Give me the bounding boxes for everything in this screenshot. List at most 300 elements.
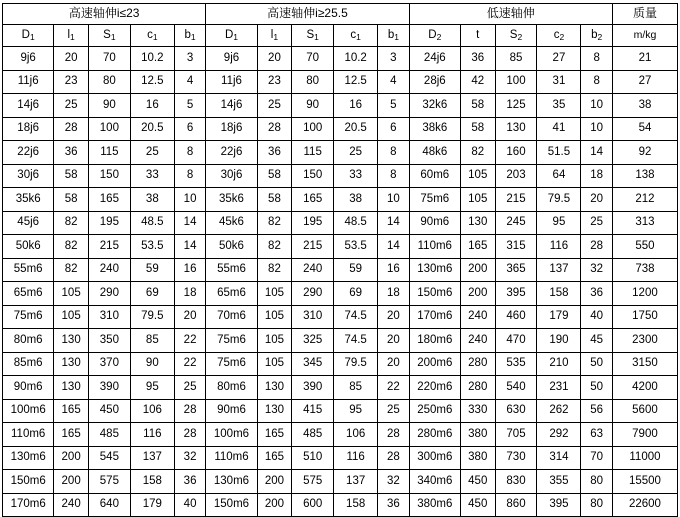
cell-r2-c10: 32k6: [409, 94, 460, 118]
cell-r12-c0: 80m6: [3, 329, 54, 353]
cell-r12-c12: 470: [495, 329, 537, 353]
cell-r13-c4: 22: [174, 352, 205, 376]
cell-r12-c10: 180m6: [409, 329, 460, 353]
cell-r0-c9: 3: [378, 47, 409, 71]
column-header-12: $S_2$: [495, 25, 537, 47]
table-row: [3, 235, 678, 259]
cell-r3-c2: 100: [88, 117, 130, 141]
cell-r12-c15: 2300: [612, 329, 677, 353]
cell-r10-c14: 36: [581, 282, 612, 306]
column-header-0: $D_1$: [3, 25, 54, 47]
cell-r8-c13: 116: [537, 235, 581, 259]
cell-r9-c10: 130m6: [409, 258, 460, 282]
cell-r9-c12: 365: [495, 258, 537, 282]
cell-r10-c2: 290: [88, 282, 130, 306]
cell-r13-c0: 85m6: [3, 352, 54, 376]
cell-r3-c8: 20.5: [334, 117, 378, 141]
cell-r5-c7: 150: [292, 164, 334, 188]
cell-r1-c12: 100: [495, 70, 537, 94]
cell-r2-c0: 14j6: [3, 94, 54, 118]
cell-r5-c11: 105: [460, 164, 495, 188]
cell-r2-c14: 10: [581, 94, 612, 118]
cell-r17-c14: 70: [581, 446, 612, 470]
table-body: [3, 47, 678, 517]
cell-r7-c10: 90m6: [409, 211, 460, 235]
cell-r7-c9: 14: [378, 211, 409, 235]
cell-r10-c3: 69: [130, 282, 174, 306]
cell-r10-c1: 105: [54, 282, 89, 306]
column-header-subscript: 1: [394, 31, 399, 42]
cell-r2-c7: 90: [292, 94, 334, 118]
cell-r13-c1: 130: [54, 352, 89, 376]
cell-r15-c7: 415: [292, 399, 334, 423]
cell-r0-c3: 10.2: [130, 47, 174, 71]
cell-r18-c14: 80: [581, 470, 612, 494]
cell-r12-c3: 85: [130, 329, 174, 353]
cell-r10-c0: 65m6: [3, 282, 54, 306]
column-header-subscript: 2: [597, 31, 603, 42]
cell-r0-c1: 20: [54, 47, 89, 71]
cell-r8-c15: 550: [612, 235, 677, 259]
cell-r6-c9: 10: [378, 188, 409, 212]
cell-r17-c7: 510: [292, 446, 334, 470]
cell-r2-c2: 90: [88, 94, 130, 118]
cell-r1-c15: 27: [612, 70, 677, 94]
cell-r16-c14: 63: [581, 423, 612, 447]
cell-r17-c15: 11000: [612, 446, 677, 470]
cell-r8-c0: 50k6: [3, 235, 54, 259]
cell-r16-c12: 705: [495, 423, 537, 447]
column-header-subscript: 1: [356, 31, 361, 42]
cell-r4-c9: 8: [378, 141, 409, 165]
cell-r2-c11: 58: [460, 94, 495, 118]
cell-r6-c11: 105: [460, 188, 495, 212]
cell-r0-c0: 9j6: [3, 47, 54, 71]
cell-r15-c6: 130: [257, 399, 292, 423]
cell-r11-c14: 40: [581, 305, 612, 329]
column-header-row: [3, 25, 678, 47]
cell-r6-c7: 165: [292, 188, 334, 212]
cell-r11-c11: 240: [460, 305, 495, 329]
cell-r15-c4: 28: [174, 399, 205, 423]
column-header-7: $S_1$: [292, 25, 334, 47]
cell-r1-c11: 42: [460, 70, 495, 94]
cell-r7-c14: 25: [581, 211, 612, 235]
cell-r2-c5: 14j6: [206, 94, 257, 118]
cell-r8-c12: 315: [495, 235, 537, 259]
cell-r12-c6: 105: [257, 329, 292, 353]
cell-r14-c7: 390: [292, 376, 334, 400]
cell-r3-c6: 28: [257, 117, 292, 141]
column-header-subscript: 2: [436, 31, 442, 42]
column-header-subscript: 1: [29, 31, 35, 42]
cell-r8-c4: 14: [174, 235, 205, 259]
cell-r1-c1: 23: [54, 70, 89, 94]
cell-r11-c8: 74.5: [334, 305, 378, 329]
cell-r11-c5: 70m6: [206, 305, 257, 329]
table-row: [3, 329, 678, 353]
table-row: [3, 423, 678, 447]
column-header-8: $c_1$: [334, 25, 378, 47]
cell-r8-c6: 82: [257, 235, 292, 259]
cell-r19-c11: 450: [460, 493, 495, 517]
cell-r2-c13: 35: [537, 94, 581, 118]
table-row: [3, 70, 678, 94]
cell-r19-c13: 395: [537, 493, 581, 517]
column-header-3: $c_1$: [130, 25, 174, 47]
cell-r9-c3: 59: [130, 258, 174, 282]
cell-r13-c11: 280: [460, 352, 495, 376]
cell-r17-c2: 545: [88, 446, 130, 470]
cell-r15-c9: 25: [378, 399, 409, 423]
cell-r19-c12: 860: [495, 493, 537, 517]
cell-r15-c0: 100m6: [3, 399, 54, 423]
column-header-subscript: 1: [152, 31, 158, 42]
cell-r0-c5: 9j6: [206, 47, 257, 71]
cell-r16-c1: 165: [54, 423, 89, 447]
cell-r9-c5: 55m6: [206, 258, 257, 282]
column-header-14: $b_2$: [581, 25, 612, 47]
cell-r19-c10: 380m6: [409, 493, 460, 517]
cell-r12-c13: 190: [537, 329, 581, 353]
cell-r2-c12: 125: [495, 94, 537, 118]
cell-r1-c10: 28j6: [409, 70, 460, 94]
cell-r17-c6: 165: [257, 446, 292, 470]
cell-r16-c9: 28: [378, 423, 409, 447]
cell-r11-c4: 20: [174, 305, 205, 329]
cell-r16-c6: 165: [257, 423, 292, 447]
cell-r7-c5: 45k6: [206, 211, 257, 235]
cell-r3-c0: 18j6: [3, 117, 54, 141]
cell-r18-c8: 137: [334, 470, 378, 494]
cell-r6-c12: 215: [495, 188, 537, 212]
cell-r14-c15: 4200: [612, 376, 677, 400]
cell-r15-c14: 56: [581, 399, 612, 423]
cell-r18-c15: 15500: [612, 470, 677, 494]
cell-r18-c1: 200: [54, 470, 89, 494]
cell-r10-c5: 65m6: [206, 282, 257, 306]
cell-r13-c3: 90: [130, 352, 174, 376]
cell-r9-c13: 137: [537, 258, 581, 282]
cell-r14-c0: 90m6: [3, 376, 54, 400]
cell-r1-c7: 80: [292, 70, 334, 94]
cell-r7-c11: 130: [460, 211, 495, 235]
cell-r9-c15: 738: [612, 258, 677, 282]
cell-r14-c8: 85: [334, 376, 378, 400]
cell-r9-c7: 240: [292, 258, 334, 282]
cell-r8-c8: 53.5: [334, 235, 378, 259]
cell-r17-c12: 730: [495, 446, 537, 470]
column-header-9: $b_1$: [378, 25, 409, 47]
cell-r7-c12: 245: [495, 211, 537, 235]
cell-r13-c5: 75m6: [206, 352, 257, 376]
cell-r15-c3: 106: [130, 399, 174, 423]
cell-r13-c15: 3150: [612, 352, 677, 376]
cell-r19-c7: 600: [292, 493, 334, 517]
cell-r7-c7: 195: [292, 211, 334, 235]
cell-r9-c4: 16: [174, 258, 205, 282]
cell-r0-c7: 70: [292, 47, 334, 71]
cell-r17-c9: 28: [378, 446, 409, 470]
cell-r15-c2: 450: [88, 399, 130, 423]
cell-r9-c6: 82: [257, 258, 292, 282]
cell-r5-c14: 18: [581, 164, 612, 188]
cell-r2-c4: 5: [174, 94, 205, 118]
cell-r12-c9: 20: [378, 329, 409, 353]
cell-r14-c5: 80m6: [206, 376, 257, 400]
cell-r11-c6: 105: [257, 305, 292, 329]
cell-r12-c14: 45: [581, 329, 612, 353]
cell-r1-c8: 12.5: [334, 70, 378, 94]
cell-r6-c1: 58: [54, 188, 89, 212]
cell-r5-c0: 30j6: [3, 164, 54, 188]
group-header-3: 质量: [612, 4, 677, 25]
table-row: [3, 188, 678, 212]
cell-r18-c12: 830: [495, 470, 537, 494]
cell-r19-c14: 80: [581, 493, 612, 517]
cell-r9-c14: 32: [581, 258, 612, 282]
cell-r9-c2: 240: [88, 258, 130, 282]
cell-r2-c15: 38: [612, 94, 677, 118]
cell-r16-c4: 28: [174, 423, 205, 447]
cell-r3-c11: 58: [460, 117, 495, 141]
cell-r14-c6: 130: [257, 376, 292, 400]
cell-r7-c6: 82: [257, 211, 292, 235]
cell-r5-c4: 8: [174, 164, 205, 188]
cell-r16-c7: 485: [292, 423, 334, 447]
cell-r3-c10: 38k6: [409, 117, 460, 141]
cell-r17-c5: 110m6: [206, 446, 257, 470]
cell-r5-c3: 33: [130, 164, 174, 188]
cell-r3-c14: 10: [581, 117, 612, 141]
cell-r18-c0: 150m6: [3, 470, 54, 494]
table-row: [3, 164, 678, 188]
cell-r9-c8: 59: [334, 258, 378, 282]
cell-r13-c12: 535: [495, 352, 537, 376]
cell-r12-c2: 350: [88, 329, 130, 353]
column-header-subscript: 2: [559, 31, 565, 42]
cell-r5-c13: 64: [537, 164, 581, 188]
cell-r0-c2: 70: [88, 47, 130, 71]
table-row: [3, 446, 678, 470]
cell-r14-c9: 22: [378, 376, 409, 400]
cell-r17-c10: 300m6: [409, 446, 460, 470]
cell-r17-c0: 130m6: [3, 446, 54, 470]
cell-r4-c13: 51.5: [537, 141, 581, 165]
cell-r5-c12: 203: [495, 164, 537, 188]
cell-r14-c4: 25: [174, 376, 205, 400]
cell-r7-c13: 95: [537, 211, 581, 235]
cell-r7-c3: 48.5: [130, 211, 174, 235]
cell-r6-c10: 75m6: [409, 188, 460, 212]
cell-r14-c14: 50: [581, 376, 612, 400]
cell-r5-c1: 58: [54, 164, 89, 188]
cell-r16-c0: 110m6: [3, 423, 54, 447]
cell-r3-c4: 6: [174, 117, 205, 141]
cell-r10-c7: 290: [292, 282, 334, 306]
cell-r15-c1: 165: [54, 399, 89, 423]
cell-r2-c8: 16: [334, 94, 378, 118]
table-row: [3, 258, 678, 282]
cell-r16-c5: 100m6: [206, 423, 257, 447]
cell-r13-c13: 210: [537, 352, 581, 376]
cell-r4-c2: 115: [88, 141, 130, 165]
cell-r14-c13: 231: [537, 376, 581, 400]
cell-r14-c12: 540: [495, 376, 537, 400]
cell-r19-c9: 36: [378, 493, 409, 517]
cell-r9-c1: 82: [54, 258, 89, 282]
cell-r4-c3: 25: [130, 141, 174, 165]
cell-r3-c1: 28: [54, 117, 89, 141]
cell-r2-c6: 25: [257, 94, 292, 118]
cell-r6-c14: 20: [581, 188, 612, 212]
cell-r5-c6: 58: [257, 164, 292, 188]
cell-r8-c3: 53.5: [130, 235, 174, 259]
cell-r17-c3: 137: [130, 446, 174, 470]
cell-r6-c8: 38: [334, 188, 378, 212]
cell-r18-c9: 32: [378, 470, 409, 494]
cell-r15-c10: 250m6: [409, 399, 460, 423]
table-row: [3, 141, 678, 165]
cell-r6-c2: 165: [88, 188, 130, 212]
cell-r7-c4: 14: [174, 211, 205, 235]
cell-r13-c14: 50: [581, 352, 612, 376]
cell-r2-c1: 25: [54, 94, 89, 118]
cell-r18-c5: 130m6: [206, 470, 257, 494]
cell-r18-c10: 340m6: [409, 470, 460, 494]
cell-r10-c4: 18: [174, 282, 205, 306]
cell-r3-c5: 18j6: [206, 117, 257, 141]
cell-r10-c6: 105: [257, 282, 292, 306]
table-row: [3, 47, 678, 71]
cell-r4-c4: 8: [174, 141, 205, 165]
column-header-13: $c_2$: [537, 25, 581, 47]
cell-r6-c0: 35k6: [3, 188, 54, 212]
table-row: [3, 470, 678, 494]
cell-r16-c11: 380: [460, 423, 495, 447]
table-row: [3, 352, 678, 376]
cell-r3-c9: 6: [378, 117, 409, 141]
cell-r1-c2: 80: [88, 70, 130, 94]
mass-unit-label: m/kg: [633, 29, 657, 42]
cell-r16-c2: 485: [88, 423, 130, 447]
cell-r14-c2: 390: [88, 376, 130, 400]
cell-r17-c13: 314: [537, 446, 581, 470]
cell-r5-c2: 150: [88, 164, 130, 188]
cell-r12-c8: 74.5: [334, 329, 378, 353]
cell-r1-c4: 4: [174, 70, 205, 94]
cell-r11-c1: 105: [54, 305, 89, 329]
cell-r6-c6: 58: [257, 188, 292, 212]
cell-r13-c8: 79.5: [334, 352, 378, 376]
cell-r3-c13: 41: [537, 117, 581, 141]
cell-r14-c10: 220m6: [409, 376, 460, 400]
cell-r12-c7: 325: [292, 329, 334, 353]
cell-r6-c13: 79.5: [537, 188, 581, 212]
cell-r11-c0: 75m6: [3, 305, 54, 329]
column-header-6: $l_1$: [257, 25, 292, 47]
cell-r19-c1: 240: [54, 493, 89, 517]
cell-r5-c8: 33: [334, 164, 378, 188]
cell-r15-c8: 95: [334, 399, 378, 423]
cell-r13-c7: 345: [292, 352, 334, 376]
cell-r15-c15: 5600: [612, 399, 677, 423]
cell-r3-c12: 130: [495, 117, 537, 141]
cell-r9-c11: 200: [460, 258, 495, 282]
cell-r6-c5: 35k6: [206, 188, 257, 212]
cell-r10-c11: 200: [460, 282, 495, 306]
cell-r11-c10: 170m6: [409, 305, 460, 329]
group-header-row: [3, 4, 678, 25]
cell-r19-c0: 170m6: [3, 493, 54, 517]
cell-r4-c11: 82: [460, 141, 495, 165]
column-header-subscript: 1: [190, 31, 196, 42]
cell-r11-c15: 1750: [612, 305, 677, 329]
cell-r0-c14: 8: [581, 47, 612, 71]
cell-r17-c8: 116: [334, 446, 378, 470]
table-row: [3, 117, 678, 141]
table-row: [3, 493, 678, 517]
cell-r15-c13: 262: [537, 399, 581, 423]
cell-r18-c13: 355: [537, 470, 581, 494]
cell-r7-c1: 82: [54, 211, 89, 235]
cell-r2-c9: 5: [378, 94, 409, 118]
cell-r18-c4: 36: [174, 470, 205, 494]
cell-r13-c9: 20: [378, 352, 409, 376]
cell-r0-c10: 24j6: [409, 47, 460, 71]
cell-r10-c9: 18: [378, 282, 409, 306]
cell-r3-c15: 54: [612, 117, 677, 141]
column-header-subscript: 2: [517, 31, 523, 42]
column-header-subscript: 1: [70, 31, 75, 42]
cell-r12-c5: 75m6: [206, 329, 257, 353]
cell-r16-c15: 7900: [612, 423, 677, 447]
cell-r3-c7: 100: [292, 117, 334, 141]
group-header-2: 低速轴伸: [409, 4, 612, 25]
cell-r14-c3: 95: [130, 376, 174, 400]
cell-r19-c8: 158: [334, 493, 378, 517]
cell-r16-c10: 280m6: [409, 423, 460, 447]
column-header-subscript: 1: [110, 31, 116, 42]
cell-r5-c10: 60m6: [409, 164, 460, 188]
cell-r7-c8: 48.5: [334, 211, 378, 235]
cell-r14-c11: 280: [460, 376, 495, 400]
cell-r10-c8: 69: [334, 282, 378, 306]
cell-r1-c13: 31: [537, 70, 581, 94]
cell-r18-c2: 575: [88, 470, 130, 494]
table-row: [3, 376, 678, 400]
cell-r0-c8: 10.2: [334, 47, 378, 71]
cell-r18-c3: 158: [130, 470, 174, 494]
cell-r4-c0: 22j6: [3, 141, 54, 165]
cell-r16-c13: 292: [537, 423, 581, 447]
cell-r7-c15: 313: [612, 211, 677, 235]
cell-r0-c6: 20: [257, 47, 292, 71]
column-header-subscript: 1: [273, 31, 279, 42]
column-header-1: $l_1$: [54, 25, 89, 47]
cell-r0-c11: 36: [460, 47, 495, 71]
cell-r7-c2: 195: [88, 211, 130, 235]
cell-r11-c2: 310: [88, 305, 130, 329]
cell-r8-c1: 82: [54, 235, 89, 259]
cell-r19-c4: 40: [174, 493, 205, 517]
cell-r1-c3: 12.5: [130, 70, 174, 94]
cell-r4-c7: 115: [292, 141, 334, 165]
cell-r11-c13: 179: [537, 305, 581, 329]
cell-r1-c9: 4: [378, 70, 409, 94]
cell-r13-c2: 370: [88, 352, 130, 376]
cell-r4-c1: 36: [54, 141, 89, 165]
